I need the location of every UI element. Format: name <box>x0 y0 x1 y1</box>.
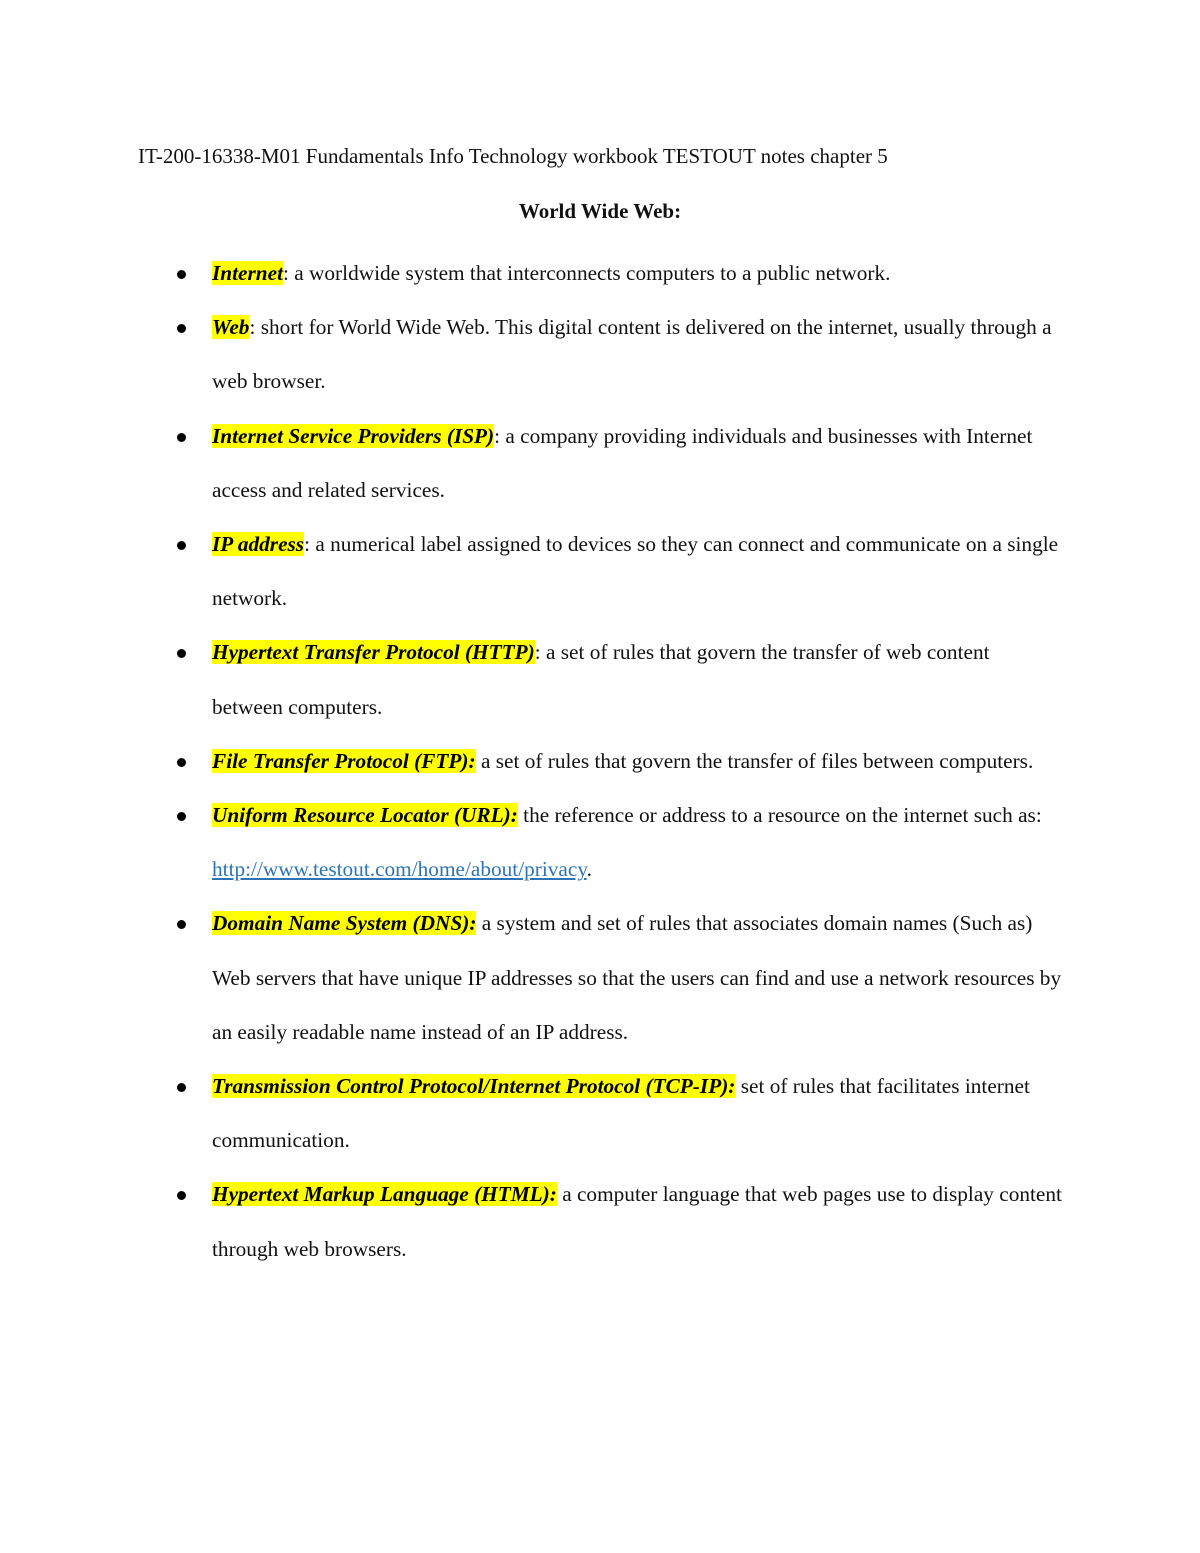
term-web: Web <box>212 315 250 340</box>
term-list <box>212 246 1062 1276</box>
document-header: IT-200-16338-M01 Fundamentals Info Technology workbook TESTOUT notes chapter 5 <box>138 144 888 168</box>
definition-dns: a system and set of rules that associates domain names (Such as) Web servers that have unique IP addresses so that the users can find and use a network resources by an easily readable name instead of an IP address. <box>212 911 1062 1044</box>
list-item-ip-address <box>212 517 1062 625</box>
term-ip-address: IP address <box>212 532 305 557</box>
bullet-icon <box>177 1191 186 1200</box>
definition-url-end: . <box>586 857 592 882</box>
term-internet: Internet <box>212 261 284 285</box>
list-item-url <box>212 788 1062 896</box>
bullet-icon <box>177 541 186 550</box>
term-ftp: File Transfer Protocol (FTP): <box>212 748 476 773</box>
list-item-internet <box>212 246 1062 300</box>
definition-ip-address: : a numerical label assigned to devices so they can connect and communicate on a single network. <box>212 532 1059 611</box>
definition-web: : short for World Wide Web. This digital content is delivered on the internet, usually through a web browser. <box>212 315 1052 394</box>
definition-isp: : a company providing individuals and businesses with Internet access and related services. <box>212 423 1033 502</box>
bullet-icon <box>177 649 186 658</box>
definition-url: the reference or address to a resource on the internet such as: <box>517 803 1042 828</box>
definition-ftp: a set of rules that govern the transfer of files between computers. <box>475 748 1034 773</box>
list-item-isp <box>212 409 1062 517</box>
bullet-icon <box>177 920 186 929</box>
bullet-icon <box>177 1083 186 1092</box>
list-item-dns <box>212 896 1062 1059</box>
list-item-ftp <box>212 734 1062 788</box>
definition-html: a computer language that web pages use to display content through web browsers. <box>212 1182 1062 1261</box>
term-http: Hypertext Transfer Protocol (HTTP) <box>212 640 535 665</box>
term-url: Uniform Resource Locator (URL): <box>212 803 518 828</box>
bullet-icon <box>177 433 186 442</box>
term-dns: Domain Name System (DNS): <box>212 911 477 936</box>
privacy-link[interactable]: http://www.testout.com/home/about/privacy <box>212 857 587 882</box>
term-html: Hypertext Markup Language (HTML): <box>212 1182 557 1207</box>
definition-http: : a set of rules that govern the transfer of web content between computers. <box>212 640 990 719</box>
term-tcp-ip: Transmission Control Protocol/Internet Protocol (TCP-IP): <box>212 1074 736 1099</box>
section-title: World Wide Web: <box>518 199 682 223</box>
definition-tcp-ip: set of rules that facilitates internet communication. <box>212 1074 1030 1153</box>
definition-internet: : a worldwide system that interconnects computers to a public network. <box>283 261 891 285</box>
term-isp: Internet Service Providers (ISP) <box>212 423 495 448</box>
bullet-icon <box>177 812 186 821</box>
bullet-icon <box>177 758 186 767</box>
list-item-http <box>212 625 1062 733</box>
bullet-icon <box>177 270 186 279</box>
bullet-icon <box>177 324 186 333</box>
list-item-tcp-ip <box>212 1059 1062 1167</box>
list-item-web <box>212 300 1062 408</box>
list-item-html <box>212 1167 1062 1275</box>
